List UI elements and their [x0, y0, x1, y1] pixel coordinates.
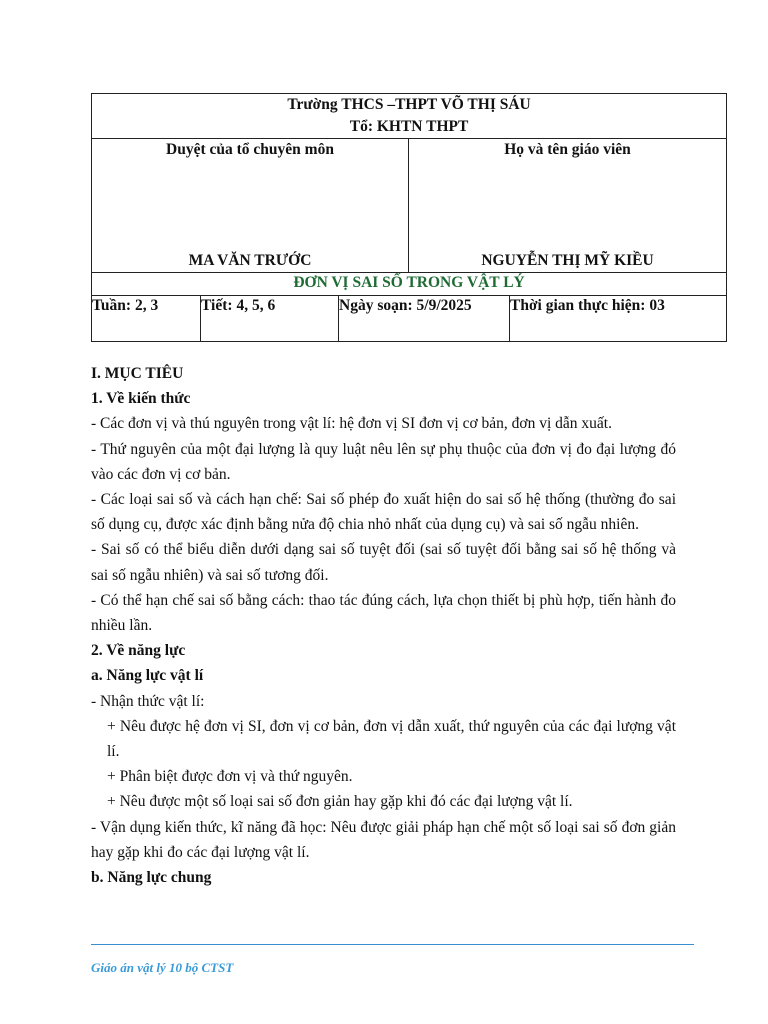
- date-cell: Ngày soạn: 5/9/2025: [339, 296, 510, 342]
- paragraph: - Sai số có thể biểu diễn dưới dạng sai số tuyệt đối (sai số tuyệt đối bằng sai số hệ thống và sai số ngẫu nhiên) và sai số tương đối.: [91, 541, 676, 584]
- paragraph: - Nhận thức vật lí:: [91, 692, 205, 710]
- lesson-title: ĐƠN VỊ SAI SỐ TRONG VẬT LÝ: [92, 273, 727, 296]
- school-cell: [92, 94, 727, 139]
- teacher-title: Họ và tên giáo viên: [504, 141, 631, 158]
- teacher-cell: [409, 139, 727, 273]
- subheading-physics-competency: a. Năng lực vật lí: [91, 667, 204, 685]
- subheading-knowledge: 1. Về kiến thức: [91, 390, 191, 408]
- header-table: [91, 93, 727, 342]
- paragraph: - Có thể hạn chế sai số bằng cách: thao tác đúng cách, lựa chọn thiết bị phù hợp, tiến hành đo nhiều lần.: [91, 591, 676, 635]
- paragraph: - Thứ nguyên của một đại lượng là quy luật nêu lên sự phụ thuộc của đơn vị đo đại lượng đó vào các đơn vị cơ bản.: [91, 440, 676, 483]
- approval-title: Duyệt của tổ chuyên môn: [166, 141, 334, 158]
- school-name: Trường THCS –THPT VÕ THỊ SÁU: [287, 96, 531, 113]
- bullet-item: + Nêu được một số loại sai số đơn giản hay gặp khi đó các đại lượng vật lí.: [107, 793, 573, 811]
- bullet-item: + Phân biệt được đơn vị và thứ nguyên.: [107, 768, 353, 786]
- period-cell: Tiết: 4, 5, 6: [201, 296, 339, 342]
- duration-cell: Thời gian thực hiện: 03: [510, 296, 727, 342]
- subheading-competency: 2. Về năng lực: [91, 642, 186, 660]
- department-name: Tổ: KHTN THPT: [349, 118, 469, 135]
- week-cell: Tuần: 2, 3: [92, 296, 201, 342]
- lesson-content: [91, 361, 676, 890]
- bullet-item: + Nêu được hệ đơn vị SI, đơn vị cơ bản, đơn vị dẫn xuất, thứ nguyên của các đại lượng vật lí.: [107, 717, 676, 761]
- approval-cell: [92, 139, 409, 273]
- subheading-general-competency: b. Năng lực chung: [91, 869, 212, 887]
- approval-name: MA VĂN TRƯỚC: [188, 252, 312, 269]
- section-heading: I. MỤC TIÊU: [91, 365, 184, 382]
- paragraph: - Vận dụng kiến thức, kĩ năng đã học: Nêu được giải pháp hạn chế một số loại sai số đơn giản hay gặp khi đo các đại lượng vật lí.: [91, 818, 676, 861]
- paragraph: - Các đơn vị và thú nguyên trong vật lí: hệ đơn vị SI đơn vị cơ bản, đơn vị dẫn xuất.: [91, 415, 612, 433]
- paragraph: - Các loại sai số và cách hạn chế: Sai số phép đo xuất hiện do sai số hệ thống (thường đo sai số dụng cụ, được xác định bằng nửa độ chia nhỏ nhất của dụng cụ) và sai số ngẫu nhiên.: [91, 491, 676, 534]
- footer-divider: [91, 944, 694, 945]
- footer-text: Giáo án vật lý 10 bộ CTST: [91, 960, 234, 975]
- teacher-name: NGUYỄN THỊ MỸ KIỀU: [481, 252, 654, 269]
